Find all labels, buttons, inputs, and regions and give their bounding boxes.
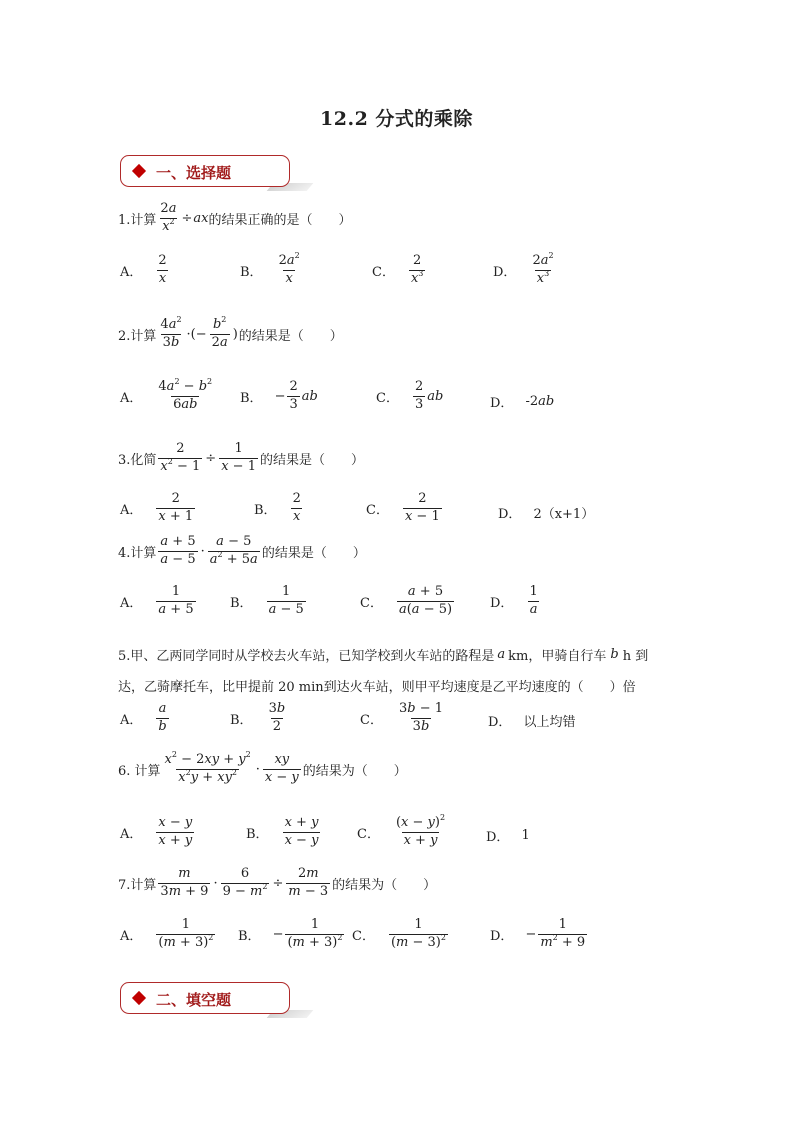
option-c[interactable]: C． $\frac{2}{x - 1}$ (366, 491, 440, 524)
option-c[interactable]: C． $\frac{2}{x^3}$ (372, 253, 424, 286)
section-title: 一、选择题 (156, 164, 232, 182)
question-4: 4.计算 $\frac{a + 5}{a - 5}$ · $\frac{a - 5}{a^2 + 5a}$ 的结果是（ ） (118, 534, 366, 567)
option-a[interactable]: A． $\frac{2}{x}$ (120, 253, 167, 286)
option-d[interactable]: D． $\frac{1}{a}$ (490, 584, 538, 617)
option-b[interactable]: B． $\frac{1}{a - 5}$ (230, 584, 304, 617)
option-b[interactable]: B． $\frac{x + y}{x - y}$ (246, 815, 319, 848)
question-3: 3.化简 $\frac{2}{x^2 - 1}$ ÷ $\frac{1}{x - 1}$ 的结果是（ ） (118, 441, 364, 474)
option-a[interactable]: A． $\frac{2}{x + 1}$ (120, 491, 194, 524)
option-b[interactable]: B． $\frac{2}{x}$ (254, 491, 301, 524)
option-c[interactable]: C． $\frac{2}{3}$ ab (376, 379, 444, 412)
option-c[interactable]: C． $\frac{1}{(m - 3)^2}$ (352, 917, 446, 950)
question-7: 7.计算 $\frac{m}{3m + 9}$ · $\frac{6}{9 - m^2}$ ÷ $\frac{2m}{m - 3}$ 的结果为（ ） (118, 866, 437, 899)
option-a[interactable]: A． $\frac{4a^2 - b^2}{6ab}$ (120, 377, 213, 412)
option-a[interactable]: A． $\frac{1}{(m + 3)^2}$ (120, 917, 214, 950)
question-1: 1.计算 $\frac{2a}{x^2}$ ÷ ax 的结果正确的是（ ） (118, 201, 352, 234)
section-title: 二、填空题 (156, 991, 232, 1009)
question-2: 2.计算 $\frac{4a^2}{3b}$ ·(− $\frac{b^2}{2a}$ ) 的结果是（ ） (118, 315, 343, 350)
question-tail: 的结果正确的是（ ） (208, 212, 352, 228)
option-d[interactable]: D． $\frac{2a^2}{x^3}$ (493, 251, 554, 286)
option-b[interactable]: B． − $\frac{2}{3}$ ab (240, 379, 318, 412)
option-a[interactable]: A． $\frac{1}{a + 5}$ (120, 584, 194, 617)
option-b[interactable]: B． $\frac{3b}{2}$ (230, 701, 286, 734)
option-d[interactable]: D． 以上均错 (488, 715, 576, 730)
option-d[interactable]: D． -2 ab (490, 394, 555, 411)
option-a[interactable]: A． $\frac{a}{b}$ (120, 701, 167, 734)
option-b[interactable]: B． − $\frac{1}{(m + 3)^2}$ (238, 917, 343, 950)
question-5-line-2: 达，乙骑摩托车，比甲提前 20 min到达火车站，则甲平均速度是乙平均速度的（ ）倍 (118, 680, 636, 695)
fraction: $\frac{2a}{x^2}$ (160, 201, 177, 234)
option-d[interactable]: D． 1 (486, 828, 530, 845)
option-c[interactable]: C． $\frac{3b - 1}{3b}$ (360, 701, 443, 734)
option-d[interactable]: D． − $\frac{1}{m^2 + 9}$ (490, 917, 586, 950)
page-title: 12.2 分式的乘除 (320, 108, 473, 130)
question-5-line-1: 5.甲、乙两同学同时从学校去火车站，已知学校到火车站的路程是 a km，甲骑自行车 b h 到 (118, 647, 649, 664)
option-d[interactable]: D． 2（x+1） (498, 507, 595, 522)
section-header-choice (120, 155, 294, 191)
option-c[interactable]: C． $\frac{(x - y)^2}{x + y}$ (357, 813, 446, 848)
question-6: 6. 计算 $\frac{x^2 - 2xy + y^2}{x^2y + xy^2}$ · $\frac{xy}{x - y}$ 的结果为（ ） (118, 750, 407, 785)
section-header-fill (120, 982, 294, 1018)
option-a[interactable]: A． $\frac{x - y}{x + y}$ (120, 815, 193, 848)
question-stem: 1.计算 (118, 212, 157, 228)
option-c[interactable]: C． $\frac{a + 5}{a(a - 5)}$ (360, 584, 453, 617)
option-b[interactable]: B． $\frac{2a^2}{x}$ (240, 251, 300, 286)
